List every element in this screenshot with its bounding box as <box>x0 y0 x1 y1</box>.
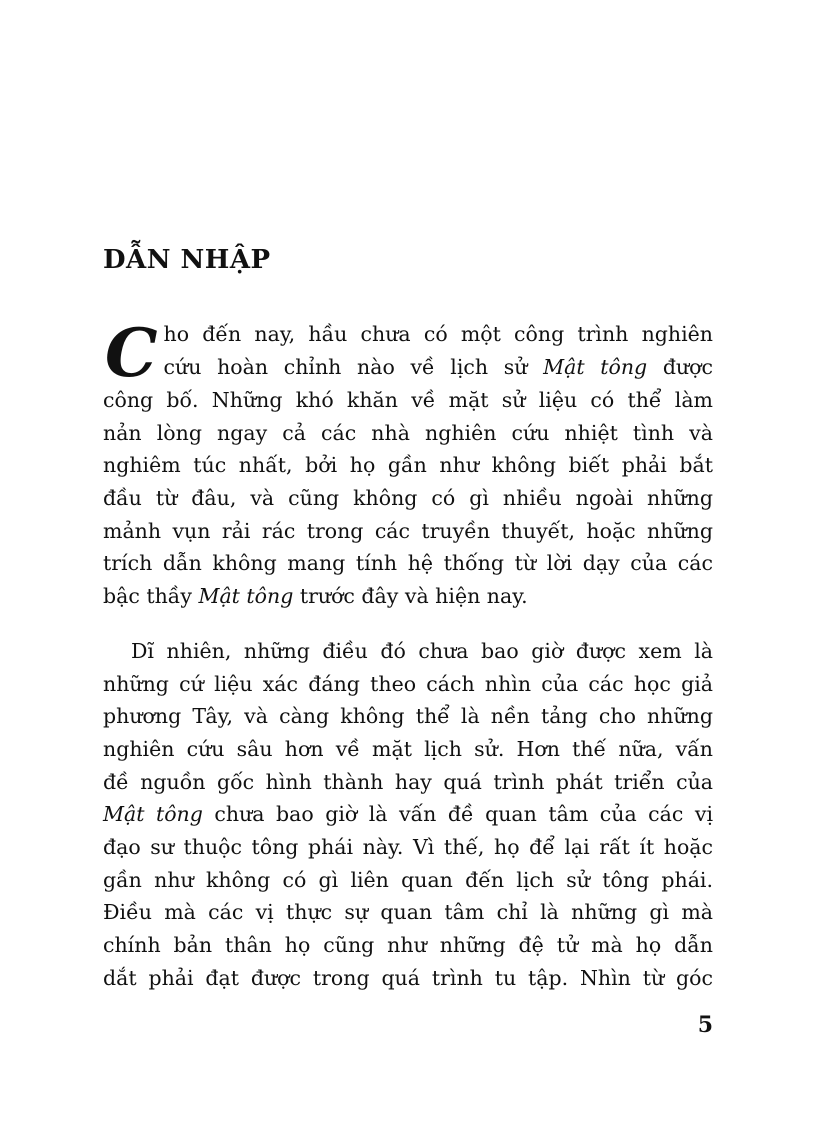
emphasis-text: Mật tông <box>198 584 294 609</box>
book-page <box>103 0 713 1123</box>
text-line: trích dẫn không mang tính hệ thống từ lời dạy của các <box>103 551 713 576</box>
text-line: ho đến nay, hầu chưa có một công trình nghiên <box>163 322 713 346</box>
chapter-body <box>103 314 714 994</box>
text-line: phương Tây, và càng không thể là nền tảng cho những <box>103 704 713 729</box>
text-line: nghiêm túc nhất, bởi họ gần như không biết phải bắt <box>103 453 713 478</box>
text-line: những cứ liệu xác đáng theo cách nhìn của các học giả <box>103 671 713 696</box>
text-line: chính bản thân họ cũng như những đệ tử mà họ dẫn <box>103 933 713 957</box>
text-line: công bố. Những khó khăn về mặt sử liệu có thể làm <box>103 388 713 412</box>
text-line: Điều mà các vị thực sự quan tâm chỉ là những gì mà <box>103 900 713 925</box>
text-line: đạo sư thuộc tông phái này. Vì thế, họ để lại rất ít hoặc <box>103 834 713 859</box>
text-line: bậc thầy Mật tông trước đây và hiện nay. <box>103 584 528 609</box>
page-number: 5 <box>697 1012 713 1038</box>
text-line: gần như không có gì liên quan đến lịch sử tông phái. <box>103 867 713 892</box>
paragraph-1 <box>103 314 713 613</box>
text-line: mảnh vụn rải rác trong các truyền thuyết, hoặc những <box>103 518 713 543</box>
text-line: nản lòng ngay cả các nhà nghiên cứu nhiệt tình và <box>103 420 713 445</box>
text-line: Dĩ nhiên, những điều đó chưa bao giờ được xem là <box>131 638 713 663</box>
text-line: Mật tông chưa bao giờ là vấn đề quan tâm của các vị <box>103 802 714 827</box>
emphasis-text: Mật tông <box>103 802 203 827</box>
chapter-heading: DẪN NHẬP <box>103 245 271 275</box>
drop-cap: C <box>105 314 158 392</box>
text-line: đề nguồn gốc hình thành hay quá trình phát triển của <box>103 769 713 794</box>
text-line: đầu từ đâu, và cũng không có gì nhiều ngoài những <box>103 486 713 511</box>
emphasis-text: Mật tông <box>543 354 648 379</box>
text-line: cứu hoàn chỉnh nào về lịch sử Mật tông được <box>163 354 713 379</box>
paragraph-2 <box>103 635 713 995</box>
text-line: dắt phải đạt được trong quá trình tu tập. Nhìn từ góc <box>103 965 713 990</box>
text-line: nghiên cứu sâu hơn về mặt lịch sử. Hơn thế nữa, vấn <box>103 736 713 761</box>
